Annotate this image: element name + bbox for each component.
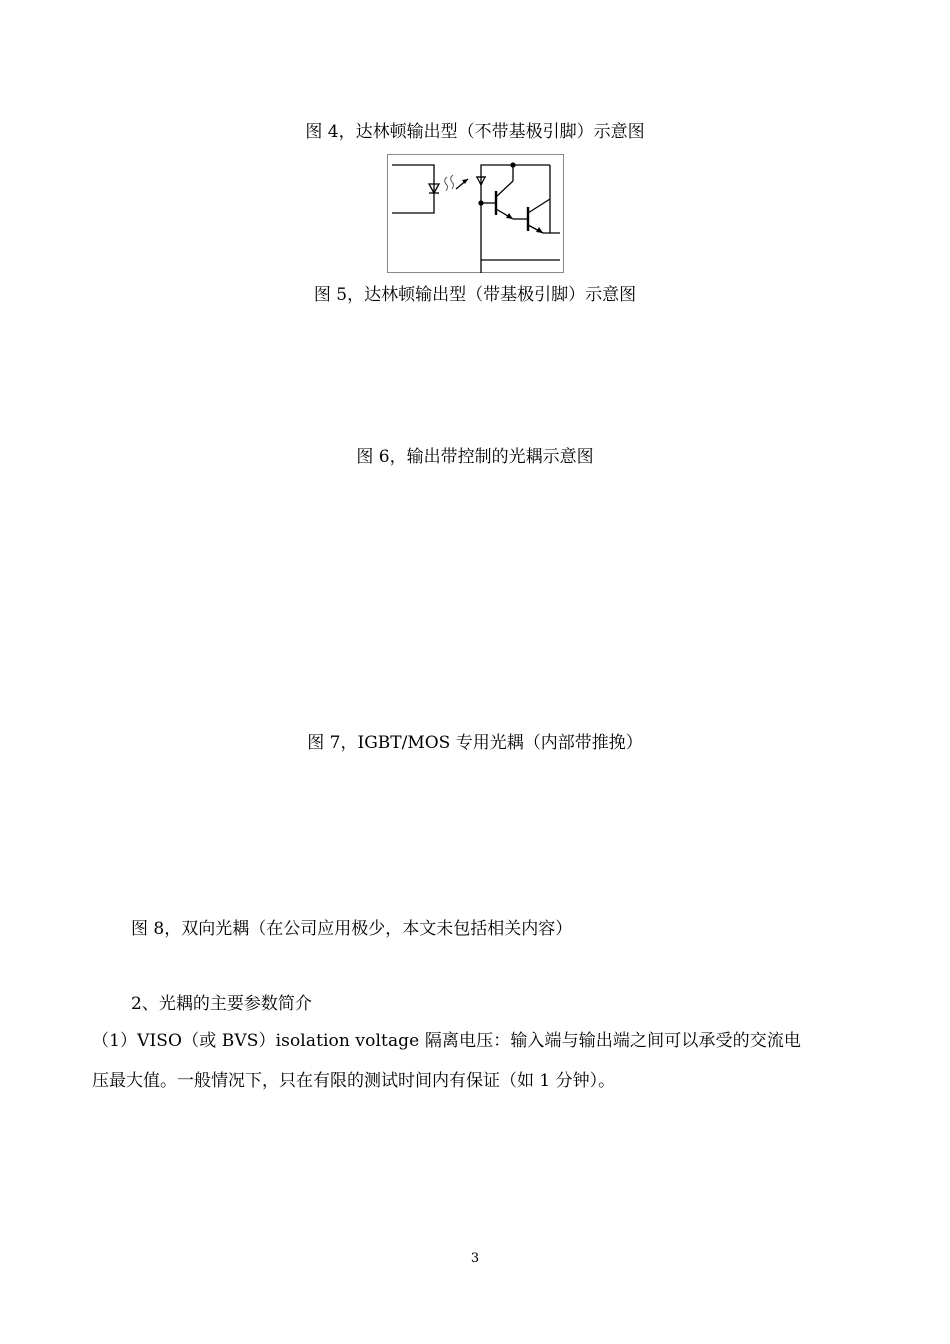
param-viso-line-2: 压最大值。一般情况下，只在有限的测试时间内有保证（如 1 分钟）。 [92,1071,616,1091]
figure-4-caption: 图 4，达林顿输出型（不带基极引脚）示意图 [305,122,645,142]
transistor-1-collector [496,181,513,197]
figure-8-caption: 图 8，双向光耦（在公司应用极少，本文未包括相关内容） [131,919,573,939]
section-heading: 2、光耦的主要参数简介 [131,994,312,1014]
light-wave-2 [451,175,454,189]
output-left-wire [481,165,513,273]
page-number: 3 [470,1251,480,1266]
param-viso-line-1: （1）VISO（或 BVS）isolation voltage 隔离电压：输入端与输出端之间可以承受的交流电 [92,1031,802,1051]
figure-5-caption: 图 5，达林顿输出型（带基极引脚）示意图 [313,285,637,305]
figure-5-darlington-schematic [387,154,564,273]
figure-6-caption: 图 6，输出带控制的光耦示意图 [356,447,594,467]
light-wave-1 [445,177,448,191]
transistor-2-collector [528,199,550,213]
optocoupler-circuit-diagram [388,155,565,274]
figure-7-caption: 图 7，IGBT/MOS 专用光耦（内部带推挽） [307,733,643,753]
input-wire [392,165,434,213]
